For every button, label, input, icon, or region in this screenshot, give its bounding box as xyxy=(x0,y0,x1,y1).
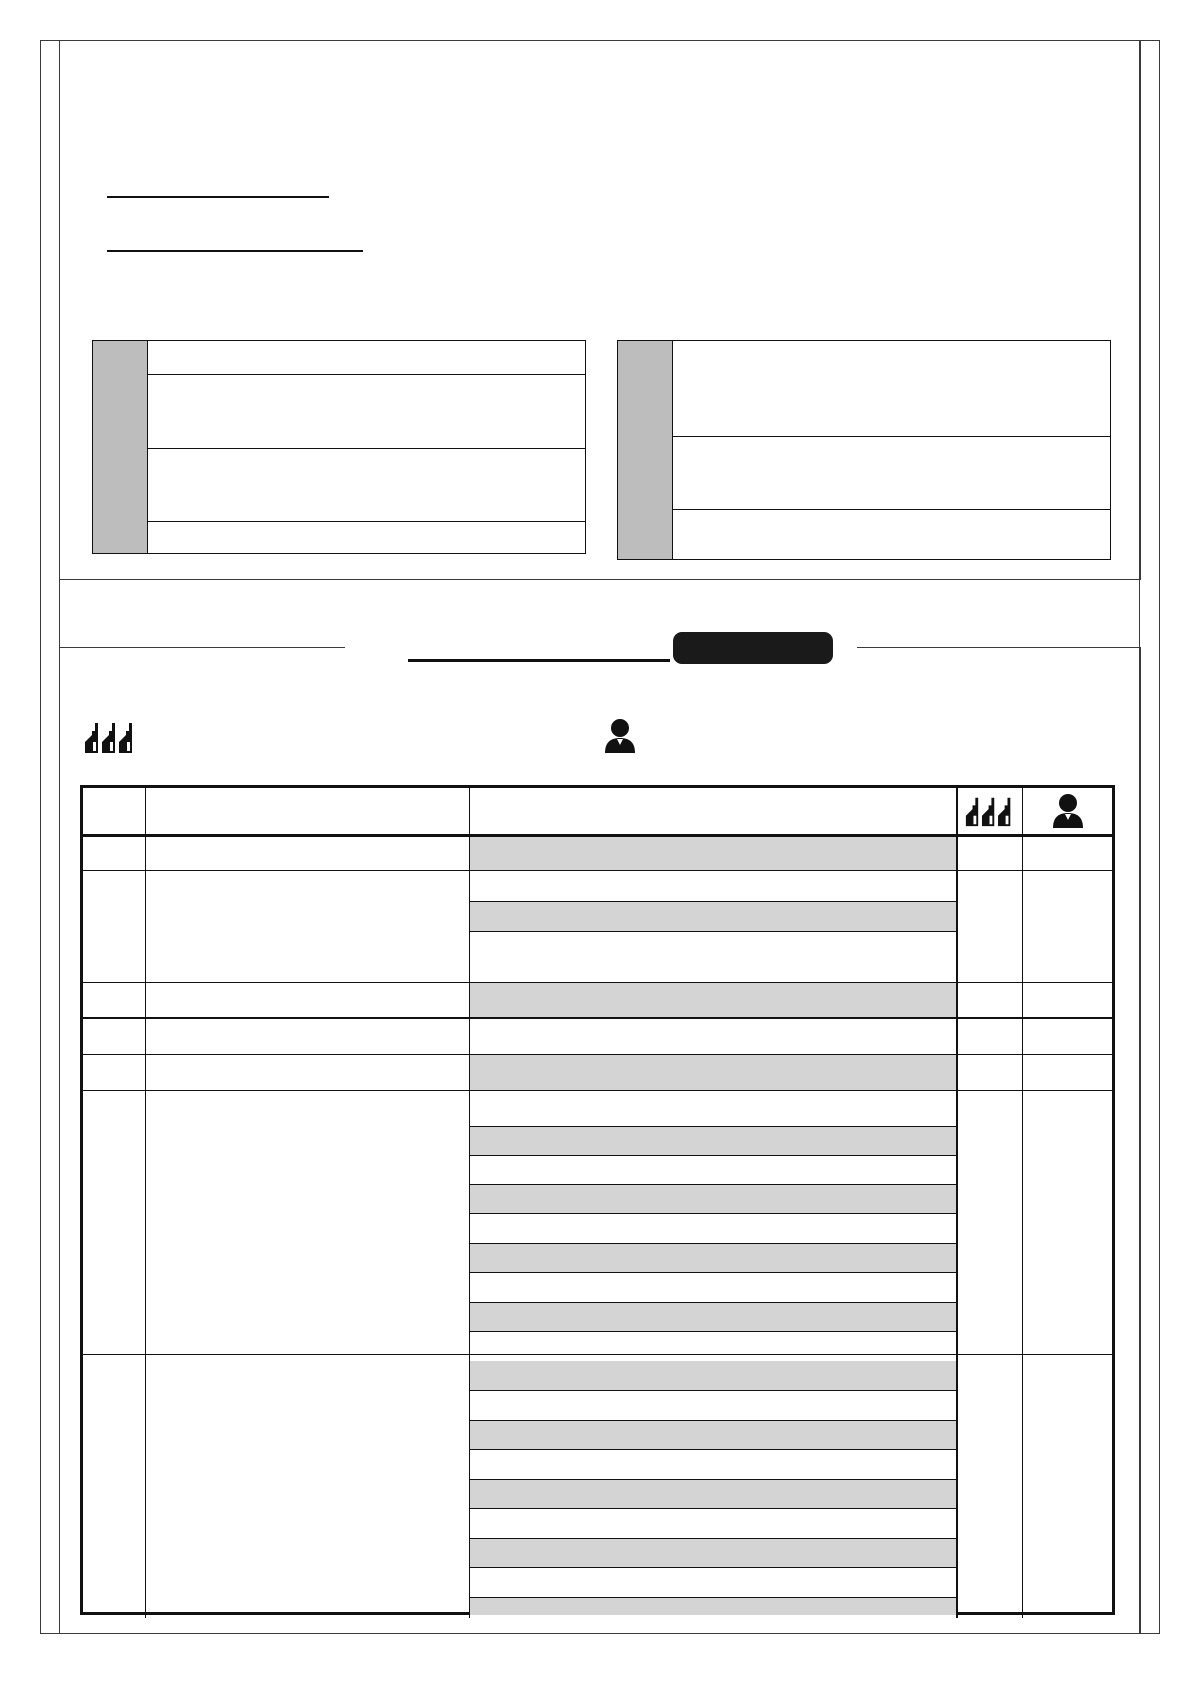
subrow-divider xyxy=(469,1331,956,1332)
shaded-cell xyxy=(470,1597,956,1615)
row-divider xyxy=(83,1017,1112,1019)
legend-left-row xyxy=(93,521,585,553)
factory-icon xyxy=(964,794,1016,828)
subrow-divider xyxy=(469,1420,956,1421)
subrow-divider xyxy=(469,1538,956,1539)
shaded-cell xyxy=(470,1126,956,1155)
header-line-1 xyxy=(107,176,329,198)
subrow-divider xyxy=(469,1302,956,1303)
legend-right-row xyxy=(618,341,1110,437)
row-divider xyxy=(83,1090,1112,1091)
subrow-divider xyxy=(469,1597,956,1598)
subrow-divider xyxy=(469,1155,956,1156)
legend-left xyxy=(92,340,586,554)
subrow-divider xyxy=(469,1479,956,1480)
shaded-cell xyxy=(470,982,956,1017)
section-title xyxy=(408,640,670,662)
person-icon xyxy=(1051,792,1085,830)
shaded-cell xyxy=(470,1184,956,1213)
header-line-2 xyxy=(107,230,363,252)
shaded-cell xyxy=(470,1479,956,1508)
shaded-cell xyxy=(470,1302,956,1331)
legend-key xyxy=(93,341,148,374)
row-divider xyxy=(83,982,1112,983)
legend-left-row xyxy=(93,374,585,449)
subrow-divider xyxy=(469,1390,956,1391)
shaded-cell xyxy=(470,901,956,931)
legend-key xyxy=(618,509,673,559)
row-divider xyxy=(83,870,1112,871)
shaded-cell xyxy=(470,1054,956,1090)
subrow-divider xyxy=(469,1272,956,1273)
factory-icon xyxy=(83,720,138,754)
column-divider xyxy=(1022,788,1023,1618)
subrow-divider xyxy=(469,1243,956,1244)
header-divider xyxy=(83,834,1112,837)
legend-key xyxy=(93,521,148,553)
column-divider xyxy=(145,788,146,1618)
row-divider xyxy=(83,1054,1112,1055)
subrow-divider xyxy=(469,1449,956,1450)
legend-right-row xyxy=(618,436,1110,510)
shaded-cell xyxy=(470,1538,956,1567)
subrow-divider xyxy=(469,1126,956,1127)
legend-right-row xyxy=(618,509,1110,559)
person-icon xyxy=(603,718,637,754)
subrow-divider xyxy=(469,1508,956,1509)
shaded-cell xyxy=(470,837,956,870)
legend-key xyxy=(618,341,673,436)
legend-left-row xyxy=(93,448,585,522)
subrow-divider xyxy=(469,1213,956,1214)
column-divider xyxy=(469,788,470,1618)
subrow-divider xyxy=(469,1567,956,1568)
legend-key xyxy=(93,448,148,521)
subrow-divider xyxy=(469,901,956,902)
shaded-cell xyxy=(470,1420,956,1449)
shaded-cell xyxy=(470,1243,956,1272)
legend-left-row xyxy=(93,341,585,375)
subrow-divider xyxy=(469,931,956,932)
legend-right xyxy=(617,340,1111,560)
legend-key xyxy=(93,374,148,448)
legend-key xyxy=(618,436,673,509)
shaded-cell xyxy=(470,1361,956,1390)
column-divider xyxy=(956,788,958,1618)
section-badge xyxy=(673,632,833,664)
maintenance-table xyxy=(80,785,1115,1615)
row-divider xyxy=(83,1354,1112,1355)
subrow-divider xyxy=(469,1184,956,1185)
